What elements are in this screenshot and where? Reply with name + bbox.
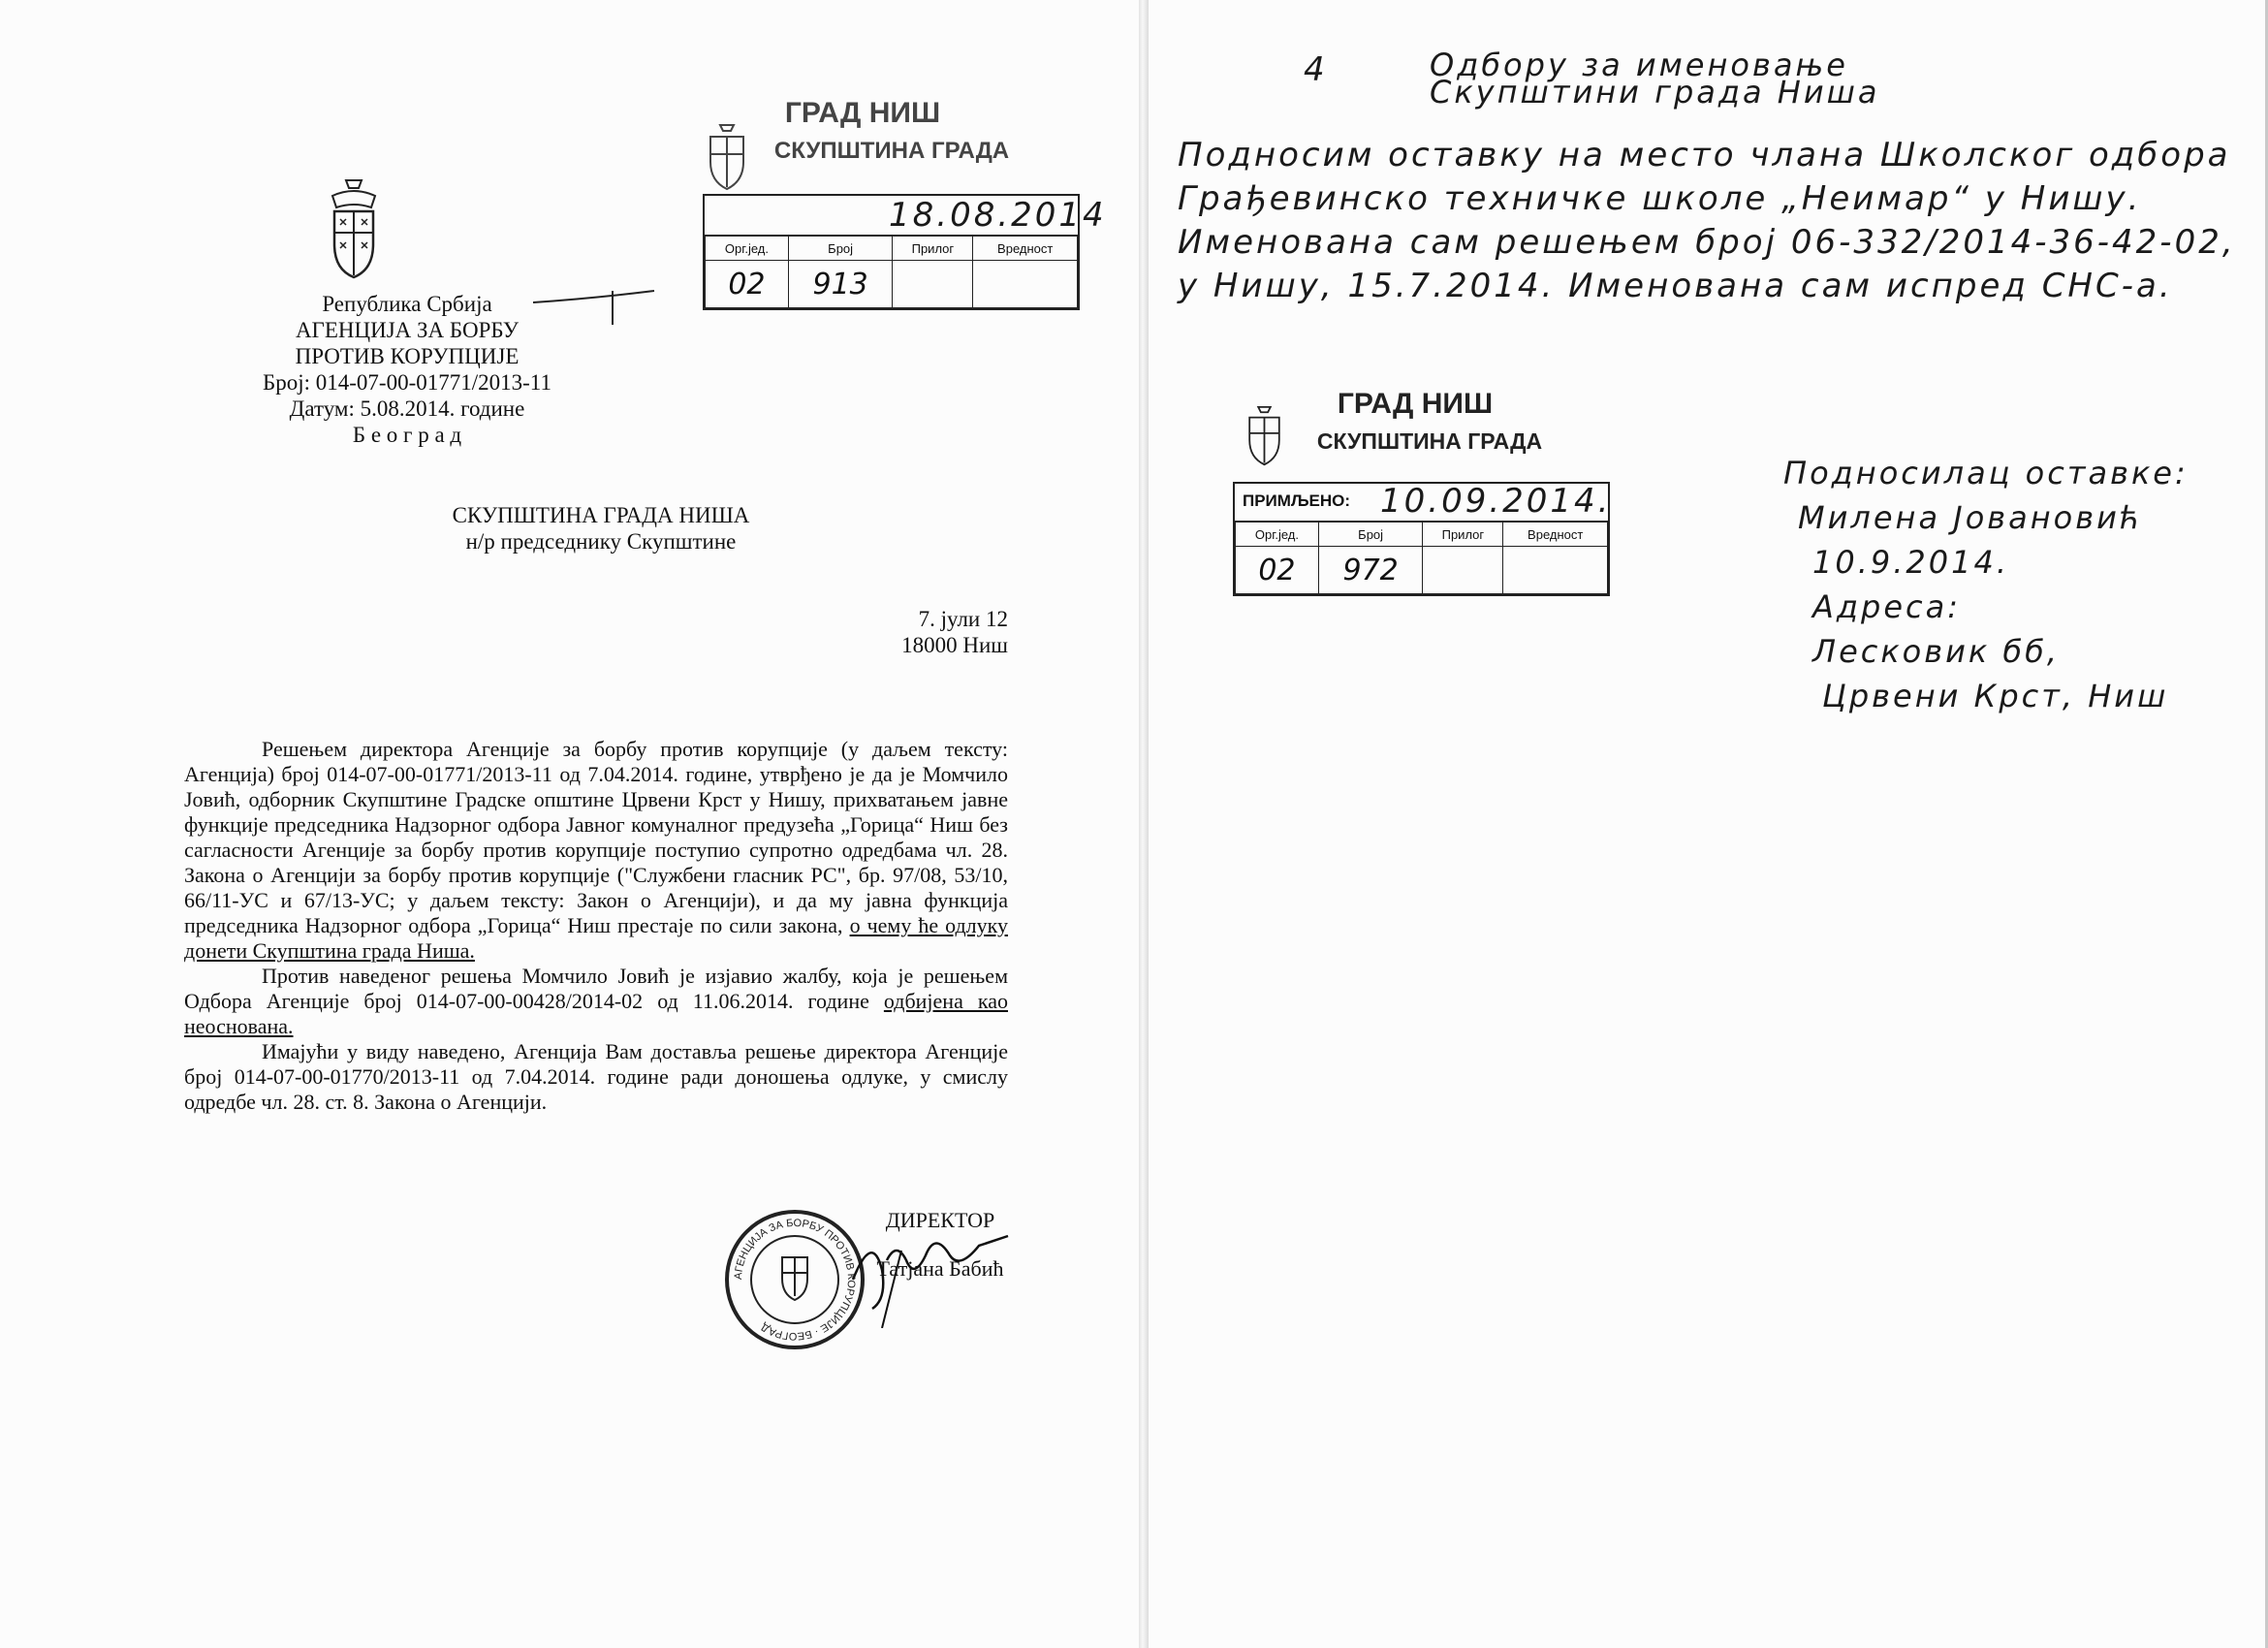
paragraph-2-underlined: одбијена као неоснована. [184,989,1008,1038]
submitter-address-label: Адреса: [1812,588,1961,625]
stamp-value-number: 972 [1318,547,1423,594]
handwritten-resignation [1178,134,2236,308]
stamp-emblem-icon [1243,402,1286,470]
stamp-value-unit: 02 [1236,547,1319,594]
submitter-label: Подносилац оставке: [1783,455,2189,491]
recipient-street: 7. јули 12 [918,607,1008,631]
stamp-register-box-right [1233,482,1610,596]
handwritten-line-1: Подносим оставку на место члана Школског одбора [1178,136,2231,174]
stamp-table-right [1235,522,1608,594]
paragraph-1-text: Решењем директора Агенције за борбу против корупције (у даљем тексту: Агенција) број 014-07-00-01771/2013-11 од 7.04.2014. године, утврђено је да је Момчило Јовић, одборник Скупштине Градске општине Црвени Крст у Нишу, прихватањем јавне функције председника Надзорног одбора Јавног комуналног предузећа „Горица“ Ниш без сагласности Агенције за борбу против корупције поступио супротно одредбама чл. 28. Закона о Агенцији за борбу против корупције ("Службени гласник РС", бр. 97/08, 53/10, 66/11-УС и 67/13-УС; у даљем тексту: Закон о Агенцији), и да му јавна функција председника Надзорног одбора „Горица“ Ниш престаје по сили закона, [184,737,1008,937]
stamp-emblem-icon [703,121,751,194]
handwritten-addressee-line2: Скупштини града Ниша [1430,74,1880,111]
recipient-attention: н/р председнику Скупштине [465,529,737,554]
stamp-value-attachment [893,261,973,308]
letterhead-city: Б е о г р а д [352,423,462,447]
letterhead-country: Република Србија [322,292,492,316]
stamp-value-number: 913 [788,261,893,308]
letterhead-date: Датум: 5.08.2014. године [289,396,525,421]
stamp-header-value: Вредност [973,237,1078,261]
stamp-received-label: ПРИМЉЕНО: [1243,491,1351,510]
stamp-date: 18.08.2014 [889,196,1107,235]
stamp-value-unit: 02 [706,261,789,308]
coat-of-arms-icon [325,174,383,291]
signature-title: ДИРЕКТОР [885,1208,995,1232]
handwritten-line-2: Грађевинско техничке школе „Неимар“ у Нишу. [1178,179,2142,218]
stamp-header-unit: Орг.јед. [706,237,789,261]
signature-name: Татјана Бабић [876,1256,1004,1281]
stamp-date-right: 10.09.2014. [1380,482,1612,521]
seal-text: АГЕНЦИЈА ЗА БОРБУ ПРОТИВ КОРУПЦИЈЕ · БЕОГРАД [732,1217,858,1343]
pen-mark [533,281,659,330]
stamp-header-attachment: Прилог [893,237,973,261]
handwritten-mark: 4 [1304,50,1328,89]
paragraph-2-text: Против наведеног решења Момчило Јовић је изјавио жалбу, која је решењем Одбора Агенције број 014-07-00-00428/2014-02 од 11.06.2014. године [184,964,1008,1013]
handwritten-signature [843,1221,1047,1328]
submitter-address-line1: Лесковик бб, [1812,633,2061,670]
submitter-address-line2: Црвени Крст, Ниш [1822,678,2169,714]
handwritten-line-3: Именована сам решењем број 06-332/2014-36-42-02, [1178,223,2236,262]
handwritten-line-4: у Нишу, 15.7.2014. Именована сам испред СНС-а. [1178,267,2173,305]
letterhead-number: Број: 014-07-00-01771/2013-11 [263,370,551,395]
stamp-title: ГРАД НИШ [784,97,941,129]
stamp-subtitle: СКУПШТИНА ГРАДА [773,138,1010,164]
stamp-header-unit: Орг.јед. [1236,523,1319,547]
stamp-title-right: ГРАД НИШ [1337,388,1494,420]
stamp-register-box [703,194,1107,310]
recipient-block [349,502,853,555]
recipient-name: СКУПШТИНА ГРАДА НИША [452,503,750,527]
paragraph-3-text: Имајући у виду наведено, Агенција Вам доставља решење директора Агенције број 014-07-00-01770/2013-11 од 7.04.2014. године ради доношења одлуке, у смислу одредбе чл. 28. ст. 8. Закона о Агенцији. [184,1039,1008,1114]
paragraph-1-underlined: о чему ће одлуку донети Скупштина града Ниша. [184,913,1009,963]
page-fold [1139,0,1149,1648]
letterhead-agency-line2: ПРОТИВ КОРУПЦИЈЕ [295,344,520,368]
recipient-city: 18000 Ниш [901,633,1008,657]
letterhead-agency-line1: АГЕНЦИЈА ЗА БОРБУ [295,318,520,342]
recipient-address [775,606,1008,658]
stamp-value-attachment [1423,547,1503,594]
stamp-header-number: Број [1318,523,1423,547]
stamp-subtitle-right: СКУПШТИНА ГРАДА [1316,428,1543,454]
stamp-value-value [1503,547,1608,594]
paragraph-1 [184,737,1008,964]
submitter-name: Милена Јовановић [1798,499,2143,536]
stamp-header-number: Број [788,237,893,261]
stamp-value-value [973,261,1078,308]
paragraph-3 [184,1039,1008,1115]
paragraph-2 [184,964,1008,1039]
stamp-header-value: Вредност [1503,523,1608,547]
handwritten-addressee-line1: Одбору за именовање [1430,47,1848,83]
submitter-block [1783,451,2229,718]
stamp-header-attachment: Прилог [1423,523,1503,547]
submitter-date: 10.9.2014. [1812,544,2010,581]
letter-body [184,737,1008,1115]
stamp-table [705,236,1078,308]
